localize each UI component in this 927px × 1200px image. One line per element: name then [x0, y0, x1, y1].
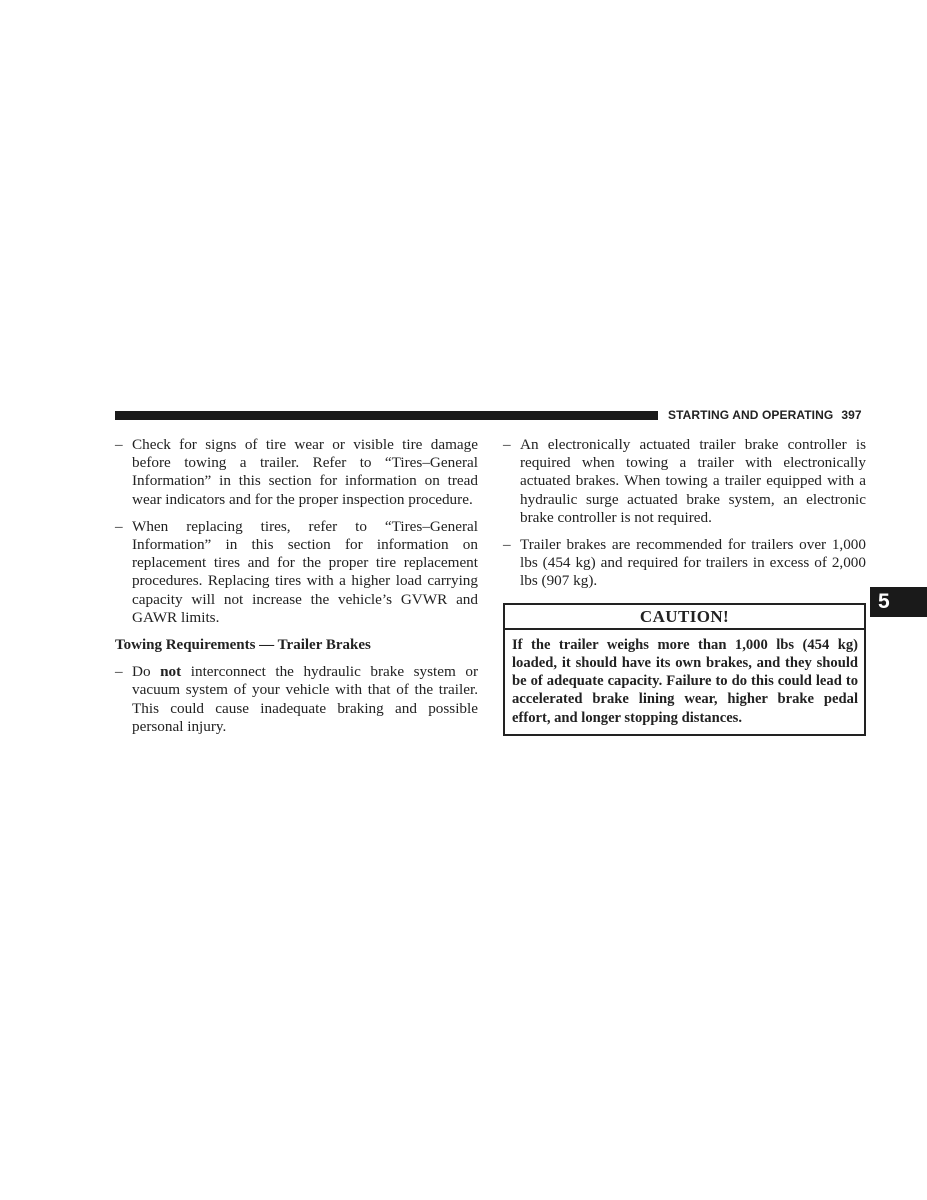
caution-box: [503, 603, 866, 736]
list-item-prefix: Do: [132, 663, 161, 681]
list-item-text: interconnect the hydraulic brake system or vacuum system of your vehicle with that of the trailer. This could cause inadequate braking and possible personal injury.: [132, 663, 479, 735]
caution-title: CAUTION!: [505, 605, 864, 630]
section-subheading: Towing Requirements — Trailer Brakes: [115, 637, 371, 654]
list-item-text: Check for signs of tire wear or visible tire damage before towing a trailer. Refer to “Tires–General Information” in this section for information on tread wear indicators and for the proper inspection procedure.: [132, 436, 478, 508]
dash-bullet: –: [503, 536, 511, 554]
list-item-text: When replacing tires, refer to “Tires–General Information” in this section for information on replacement tires and for the proper tire replacement procedures. Replacing tires with a higher load carrying capacity will not increase the vehicle’s GVWR and GAWR limits.: [132, 517, 478, 626]
emphasis-not: not: [160, 663, 182, 681]
running-header: [668, 408, 868, 422]
list-item-interconnect-warning: [115, 663, 478, 736]
left-column: [115, 436, 478, 745]
list-item-text: An electronically actuated trailer brake controller is required when towing a trailer with electronically actuated brakes. When towing a trailer equipped with a hydraulic surge actuated brake system, an electronic brake controller is not required.: [520, 436, 866, 526]
list-item-trailer-brakes: [503, 536, 866, 591]
dash-bullet: –: [115, 436, 123, 453]
caution-body: If the trailer weighs more than 1,000 lbs (454 kg) loaded, it should have its own brakes, and they should be of adequate capacity. Failure to do this could lead to accelerated brake lining wear, higher brake pedal effort, and longer stopping distances.: [512, 636, 858, 726]
right-column: [503, 436, 866, 736]
dash-bullet: –: [115, 663, 123, 681]
dash-bullet: –: [115, 517, 123, 535]
chapter-tab: 5: [870, 587, 927, 617]
section-title: STARTING AND OPERATING: [668, 408, 834, 422]
list-item-text: Trailer brakes are recommended for trailers over 1,000 lbs (454 kg) and required for trailers in excess of 2,000 lbs (907 kg).: [520, 536, 866, 590]
list-item-tire-wear: [115, 436, 478, 509]
page-number: 397: [841, 408, 862, 422]
list-item-brake-controller: [503, 436, 866, 527]
header-rule: [115, 411, 658, 420]
list-item-replacing-tires: [115, 518, 478, 627]
dash-bullet: –: [503, 436, 511, 453]
